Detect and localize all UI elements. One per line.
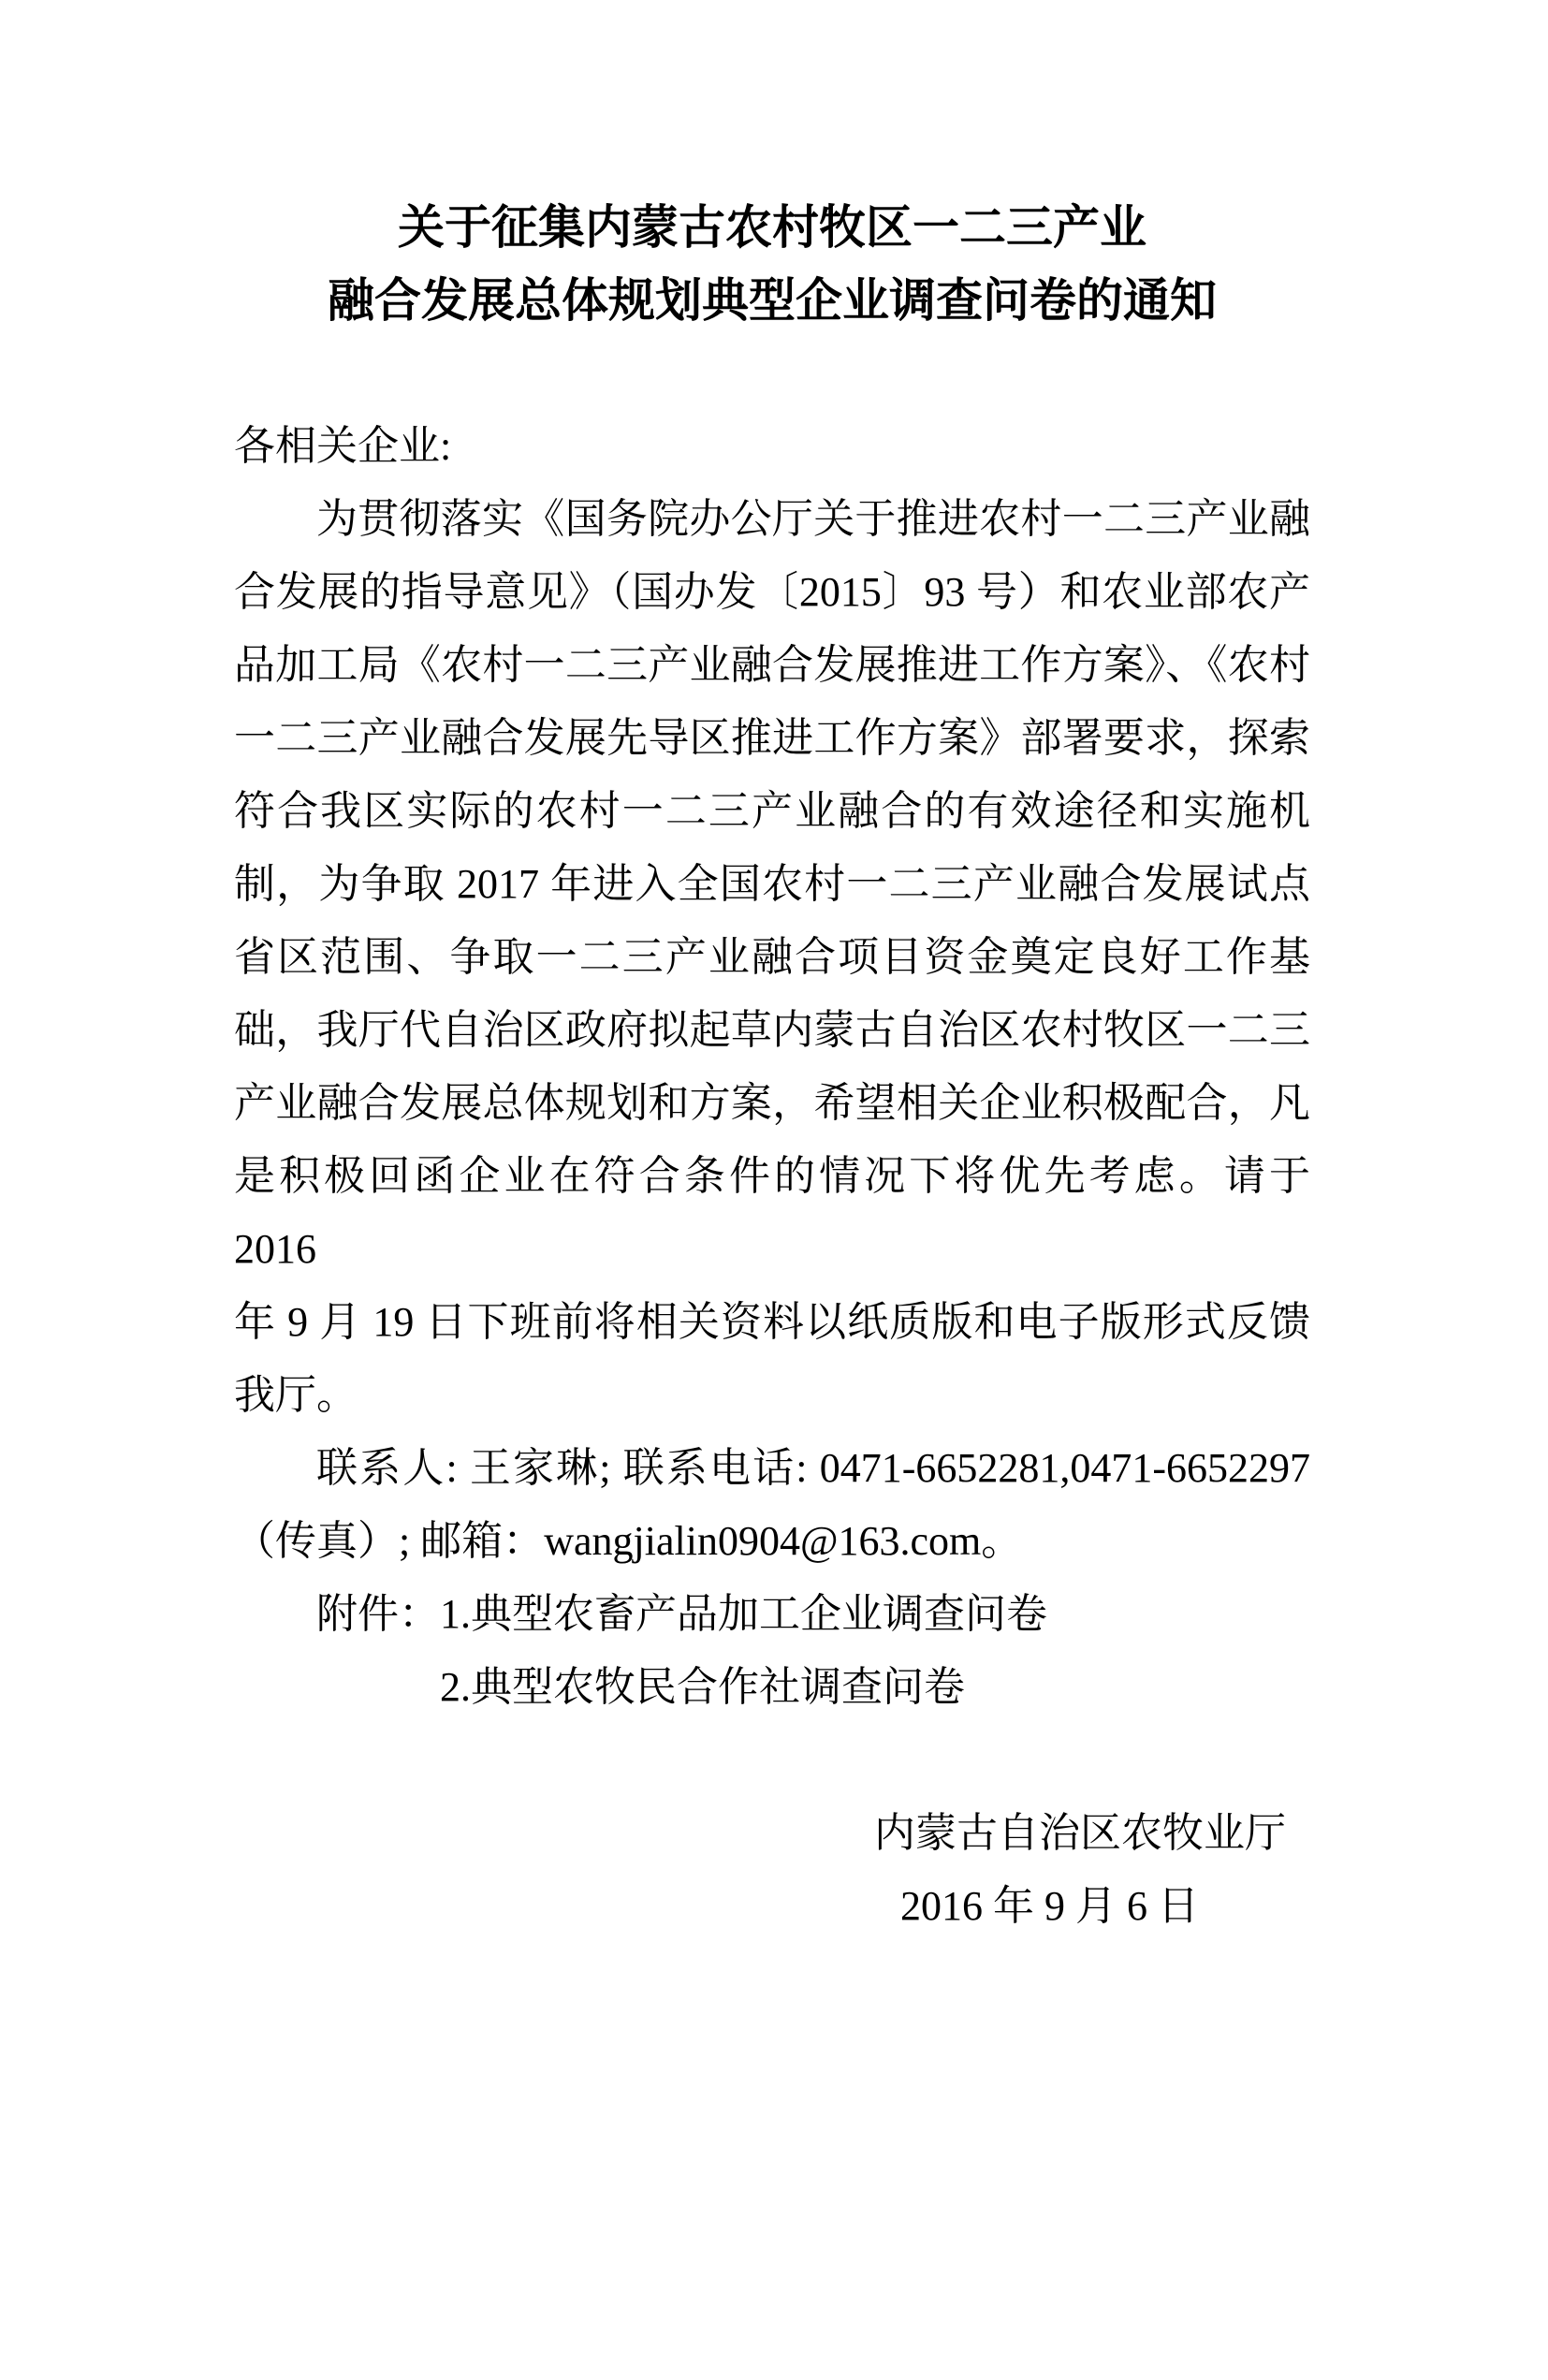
paragraph-line: 础，我厅代自治区政府拟起草内蒙古自治区农村牧区一二三: [234, 1007, 1310, 1053]
signature-org: 内蒙古自治区农牧业厅: [874, 1810, 1286, 1856]
document-title: [234, 191, 1310, 337]
paragraph-line: 年 9 月 19 日下班前将相关资料以纸质版和电子版形式反馈: [234, 1299, 1310, 1345]
paragraph-line: 符合我区实际的农村一二三产业融合的有效途径和实施机: [234, 788, 1310, 834]
paragraph-line: 一二三产业融合发展先导区推进工作方案》部署要求，探索: [234, 715, 1310, 761]
paragraph-line: 是积极回函企业在符合条件的情况下将优先考虑。请于 2016: [234, 1153, 1310, 1272]
paragraph-line: 品加工局《农村一二三产业融合发展推进工作方案》、《农村: [234, 642, 1310, 688]
document-page: [0, 191, 1548, 2380]
attachment-line-2: 2.典型农牧民合作社调查问卷: [440, 1664, 965, 1710]
title-line-2: 融合发展总体规划典型企业调查问卷的通知: [328, 274, 1217, 327]
contact-line: 联系人: 王家琳; 联系电话: 0471-6652281,0471-6652297: [316, 1445, 1310, 1491]
paragraph-line: 合发展的指导意见》（国办发〔2015〕93 号）和农业部农产: [234, 569, 1310, 615]
attachment-line-1: 附件：1.典型农畜产品加工企业调查问卷: [316, 1591, 1047, 1637]
title-line-1: 关于征集内蒙古农村牧区一二三产业: [398, 201, 1146, 254]
paragraph-line: 为贯彻落实《国务院办公厅关于推进农村一二三产业融: [316, 496, 1310, 542]
signature-block: [234, 1797, 1310, 1943]
paragraph-line: 产业融合发展总体规划和方案，希望相关企业积极配合，凡: [234, 1080, 1310, 1126]
paragraph-line: 省区范围、争取一二三产业融合项目资金奠定良好工作基: [234, 934, 1310, 980]
paragraph-line: 制，为争取 2017 年进入全国农村一二三产业融合发展试点: [234, 861, 1310, 907]
document-body: [234, 410, 1310, 1724]
signature-date: 2016 年 9 月 6 日: [900, 1883, 1199, 1929]
salutation: 各相关企业:: [234, 423, 452, 469]
contact-line: （传真）; 邮箱：wangjialin0904@163.com。: [234, 1518, 1023, 1564]
paragraph-line: 我厅。: [234, 1372, 358, 1418]
